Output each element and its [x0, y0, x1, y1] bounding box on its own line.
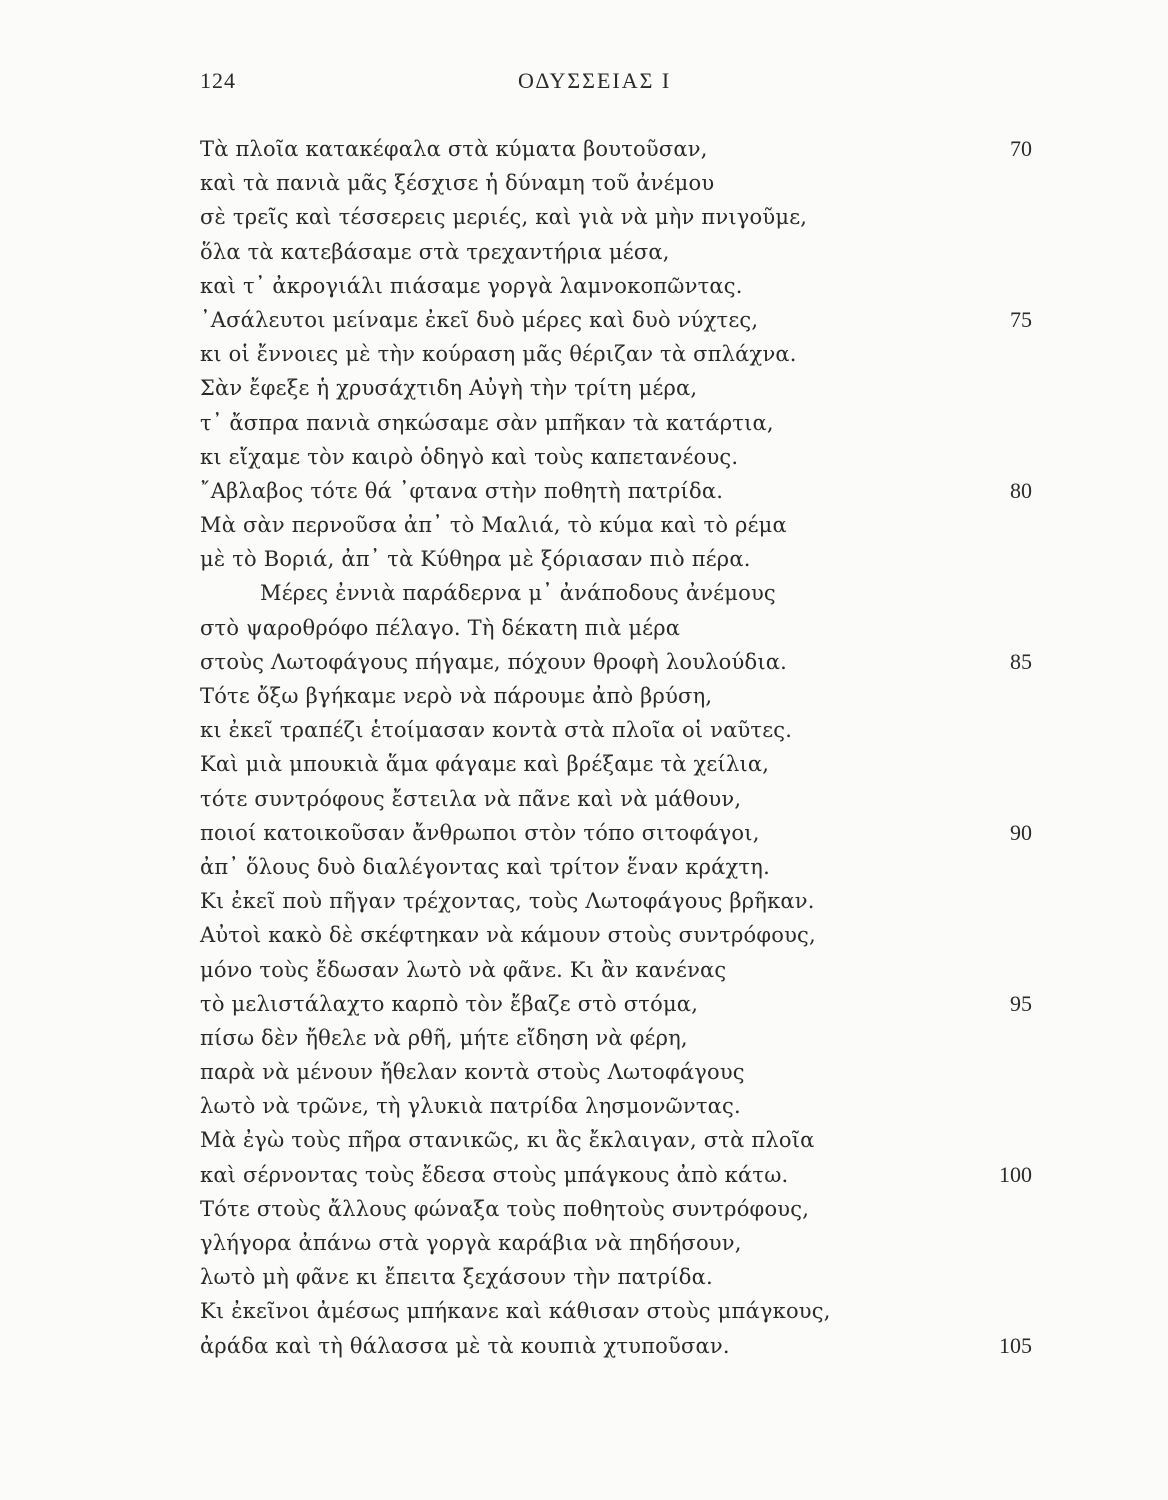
page-header: [200, 68, 1030, 104]
verse-text: Μὰ σὰν περνοῦσα ἀπ᾽ τὸ Μαλιά, τὸ κύμα καὶ τὸ ρέμα: [200, 513, 787, 538]
verse-text: καὶ τ᾽ ἀκρογιάλι πιάσαμε γοργὰ λαμνοκοπῶντας.: [200, 273, 743, 298]
verse-line: [200, 576, 1032, 610]
verse-line: [200, 474, 1032, 508]
verse-line: [200, 200, 1032, 234]
verse-text: γλήγορα ἀπάνω στὰ γοργὰ καράβια νὰ πηδήσουν,: [200, 1231, 742, 1255]
verse-line: [200, 987, 1032, 1021]
verse-line: [200, 1158, 1032, 1192]
line-number: 100: [999, 1161, 1032, 1187]
verse-line: [200, 782, 1032, 816]
verse-text: τὸ μελιστάλαχτο καρπὸ τὸν ἔβαζε στὸ στόμα,: [200, 991, 699, 1016]
verse-line: [200, 508, 1032, 542]
verse-text: σὲ τρεῖς καὶ τέσσερεις μεριές, καὶ γιὰ νὰ μὴν πνιγοῦμε,: [200, 205, 808, 230]
verse-text: κι εἴχαμε τὸν καιρὸ ὁδηγὸ καὶ τοὺς καπετανέους.: [200, 444, 739, 469]
line-number: 85: [1010, 648, 1032, 674]
verse-text: Μὰ ἐγὼ τοὺς πῆρα στανικῶς, κι ἂς ἔκλαιγαν, στὰ πλοῖα: [200, 1128, 815, 1153]
verse-text: ὅλα τὰ κατεβάσαμε στὰ τρεχαντήρια μέσα,: [200, 239, 670, 264]
verse-text: παρὰ νὰ μένουν ἤθελαν κοντὰ στοὺς Λωτοφάγους: [200, 1060, 745, 1085]
verse-line: [200, 1226, 1032, 1260]
line-number: 70: [1010, 136, 1032, 161]
verse-line: [200, 1123, 1032, 1157]
verse-text: κι ἐκεῖ τραπέζι ἑτοίμασαν κοντὰ στὰ πλοῖα οἱ ναῦτες.: [200, 718, 793, 743]
verse-text: Τὰ πλοῖα κατακέφαλα στὰ κύματα βουτοῦσαν,: [200, 137, 708, 161]
line-number: 80: [1010, 477, 1032, 503]
verse-line: [200, 1192, 1032, 1226]
verse-text: ἀπ᾽ ὅλους δυὸ διαλέγοντας καὶ τρίτον ἕναν κράχτη.: [200, 854, 770, 879]
line-number: 90: [1010, 819, 1032, 845]
verse-line: [200, 166, 1032, 200]
verse-block: [200, 132, 1032, 1363]
verse-line: [200, 303, 1032, 337]
verse-line: [200, 542, 1032, 576]
verse-line: [200, 713, 1032, 747]
verse-line: [200, 1329, 1032, 1363]
verse-text: Τότε ὄξω βγήκαμε νερὸ νὰ πάρουμε ἀπὸ βρύση,: [200, 684, 713, 708]
page-number: 124: [200, 68, 236, 93]
verse-line: [200, 440, 1032, 474]
verse-line: [200, 816, 1032, 850]
verse-text: καὶ τὰ πανιὰ μᾶς ξέσχισε ἡ δύναμη τοῦ ἀνέμου: [200, 171, 715, 196]
running-title: ΟΔΥΣΣΕΙΑΣ Ι: [518, 68, 672, 93]
verse-line: [200, 371, 1032, 405]
line-number: 105: [999, 1332, 1032, 1358]
verse-text: μὲ τὸ Βοριά, ἀπ᾽ τὰ Κύθηρα μὲ ξόριασαν πιὸ πέρα.: [200, 547, 751, 572]
verse-text: πίσω δὲν ἤθελε νὰ ρθῆ, μήτε εἴδηση νὰ φέρη,: [200, 1025, 688, 1050]
verse-text: λωτὸ μὴ φᾶνε κι ἔπειτα ξεχάσουν τὴν πατρίδα.: [200, 1265, 713, 1290]
verse-line: [200, 850, 1032, 884]
verse-text: λωτὸ νὰ τρῶνε, τὴ γλυκιὰ πατρίδα λησμονῶντας.: [200, 1094, 741, 1119]
verse-line: [200, 1021, 1032, 1055]
verse-text: Κι ἐκεῖνοι ἀμέσως μπήκανε καὶ κάθισαν στοὺς μπάγκους,: [200, 1299, 831, 1324]
verse-line: [200, 1260, 1032, 1294]
verse-line: [200, 645, 1032, 679]
verse-line: [200, 269, 1032, 303]
verse-text: στοὺς Λωτοφάγους πήγαμε, πόχουν θροφὴ λουλούδια.: [200, 649, 788, 674]
line-number: 95: [1010, 990, 1032, 1016]
verse-line: [200, 953, 1032, 987]
verse-line: [200, 337, 1032, 371]
verse-line: [200, 884, 1032, 918]
verse-line: [200, 679, 1032, 713]
verse-text: καὶ σέρνοντας τοὺς ἔδεσα στοὺς μπάγκους ἀπὸ κάτω.: [200, 1162, 789, 1187]
verse-text: ᾽Ασάλευτοι μείναμε ἐκεῖ δυὸ μέρες καὶ δυὸ νύχτες,: [200, 307, 759, 332]
verse-text: στὸ ψαροθρόφο πέλαγο. Τὴ δέκατη πιὰ μέρα: [200, 615, 681, 640]
verse-line: [200, 747, 1032, 781]
verse-text: τότε συντρόφους ἔστειλα νὰ πᾶνε καὶ νὰ μάθουν,: [200, 786, 742, 811]
verse-text: Μέρες ἐννιὰ παράδερνα μ᾽ ἀνάποδους ἀνέμους: [260, 581, 776, 606]
verse-text: ῎Αβλαβος τότε θά ᾽φτανα στὴν ποθητὴ πατρίδα.: [200, 478, 724, 503]
verse-text: ποιοί κατοικοῦσαν ἄνθρωποι στὸν τόπο σιτοφάγοι,: [200, 820, 760, 845]
verse-text: ἀράδα καὶ τὴ θάλασσα μὲ τὰ κουπιὰ χτυποῦσαν.: [200, 1333, 730, 1358]
verse-line: [200, 132, 1032, 166]
verse-text: μόνο τοὺς ἔδωσαν λωτὸ νὰ φᾶνε. Κι ἂν κανένας: [200, 957, 727, 982]
verse-line: [200, 235, 1032, 269]
verse-line: [200, 406, 1032, 440]
verse-text: τ᾽ ἄσπρα πανιὰ σηκώσαμε σὰν μπῆκαν τὰ κατάρτια,: [200, 410, 774, 435]
line-number: 75: [1010, 306, 1032, 332]
verse-text: Σὰν ἔφεξε ἡ χρυσάχτιδη Αὐγὴ τὴν τρίτη μέρα,: [200, 376, 698, 401]
verse-text: Κι ἐκεῖ ποὺ πῆγαν τρέχοντας, τοὺς Λωτοφάγους βρῆκαν.: [200, 889, 815, 914]
verse-line: [200, 1294, 1032, 1328]
verse-line: [200, 611, 1032, 645]
verse-line: [200, 918, 1032, 952]
verse-line: [200, 1055, 1032, 1089]
verse-text: Καὶ μιὰ μπουκιὰ ἅμα φάγαμε καὶ βρέξαμε τὰ χείλια,: [200, 752, 770, 777]
verse-text: Αὐτοὶ κακὸ δὲ σκέφτηκαν νὰ κάμουν στοὺς συντρόφους,: [200, 923, 816, 948]
verse-text: κι οἱ ἔννοιες μὲ τὴν κούραση μᾶς θέριζαν τὰ σπλάχνα.: [200, 342, 797, 367]
verse-text: Τότε στοὺς ἄλλους φώναξα τοὺς ποθητοὺς συντρόφους,: [200, 1196, 810, 1221]
verse-line: [200, 1089, 1032, 1123]
